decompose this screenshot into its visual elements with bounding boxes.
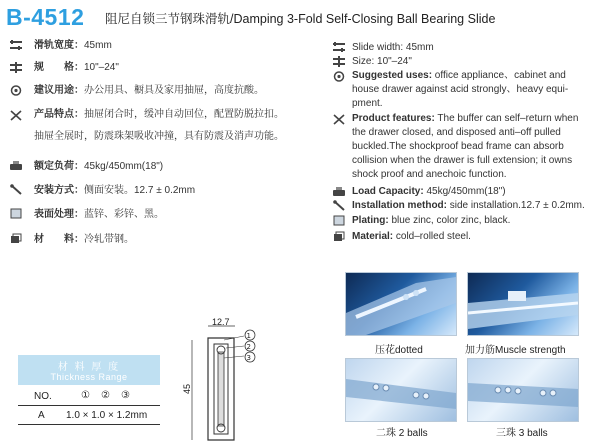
dim-top-label: 12.7 <box>212 318 230 327</box>
en-size-row: Size: 10"–24" <box>352 56 412 67</box>
cn-install-value: 侧面安装。12.7 ± 0.2mm <box>84 185 196 196</box>
cn-install-row <box>34 184 195 197</box>
en-plating-label: Plating: <box>352 215 389 226</box>
caption-three-balls: 三珠 3 balls <box>496 428 548 439</box>
plating-icon <box>10 208 22 219</box>
cn-material-label: 材 料： <box>34 234 84 245</box>
uses-icon <box>10 85 22 96</box>
en-install-value: side installation.12.7 ± 0.2mm. <box>447 200 585 211</box>
cn-load-row <box>34 160 163 173</box>
en-features-block <box>352 112 597 182</box>
en-plating-value: blue zinc, color zinc, black. <box>388 215 511 226</box>
size-icon <box>10 62 22 73</box>
cn-plating-label: 表面处理： <box>34 209 84 220</box>
en-uses-line2: house drawer against acid strongly、heavy equi- <box>352 84 569 95</box>
cn-material-row <box>34 233 134 246</box>
thickness-col-no: NO. <box>34 391 52 402</box>
thickness-divider <box>18 405 160 406</box>
screwdriver-icon <box>333 200 345 211</box>
load-icon <box>333 186 345 197</box>
en-install-label: Installation method: <box>352 200 447 211</box>
en-features-line3: buckled.The shockproof bead frame can absorb <box>352 141 564 152</box>
cn-width-row <box>34 39 112 52</box>
dim-side-label: 45 <box>182 383 192 394</box>
caption-muscle: 加力筋Muscle strength <box>465 345 566 356</box>
en-uses-line1: office appliance、cabinet and <box>432 70 566 81</box>
svg-text:1: 1 <box>246 332 251 340</box>
en-features-line1: The buffer can self–return when <box>434 113 579 124</box>
thickness-col-1: ① <box>81 390 90 401</box>
en-load-label: Load Capacity: <box>352 186 424 197</box>
en-uses-line3: pment. <box>352 98 383 109</box>
en-load-row <box>352 185 506 198</box>
tools-icon <box>10 110 22 121</box>
cn-uses-label: 建议用途： <box>34 85 84 96</box>
cn-material-value: 冷轧带钢。 <box>84 234 134 245</box>
screwdriver-icon <box>10 184 22 195</box>
cn-uses-row <box>34 84 264 97</box>
caption-dotted: 压花dotted <box>375 345 423 356</box>
en-material-row <box>352 230 471 243</box>
photo-muscle-strength <box>467 272 579 336</box>
en-plating-row <box>352 214 510 227</box>
cn-install-label: 安装方式： <box>34 185 84 196</box>
thickness-subtitle: Thickness Range <box>50 372 128 382</box>
cross-section-diagram <box>180 318 270 446</box>
product-title: 阻尼自锁三节钢珠滑轨/Damping 3-Fold Self-Closing Ball Bearing Slide <box>105 12 496 26</box>
photo-two-balls <box>345 358 457 422</box>
cn-width-label: 滑轨宽度： <box>34 40 84 51</box>
cn-uses-value: 办公用具、橱具及家用抽屉，高度抗酸。 <box>84 85 264 96</box>
caption-two-balls: 二珠 2 balls <box>376 428 428 439</box>
thickness-row-label: A <box>38 410 45 421</box>
photo-dotted <box>345 272 457 336</box>
cn-features-line2: 抽屉全展时，防震珠架吸收冲撞，具有防震及消声功能。 <box>34 131 284 142</box>
en-material-label: Material: <box>352 231 394 242</box>
cn-load-value: 45kg/450mm(18") <box>84 161 164 172</box>
tools-icon <box>333 114 345 125</box>
cn-plating-row <box>34 208 164 221</box>
material-icon <box>10 233 22 244</box>
cn-load-label: 额定负荷： <box>34 161 84 172</box>
cn-features-line1: 抽屉闭合时，缓冲自动回位，配置防脱拉扣。 <box>84 109 284 120</box>
en-material-value: cold–rolled steel. <box>393 231 471 242</box>
size-icon <box>333 56 345 67</box>
cn-width-value: 45mm <box>84 40 112 51</box>
inner-rail <box>218 352 224 426</box>
photo-three-balls <box>467 358 579 422</box>
en-features-label: Product features: <box>352 113 435 124</box>
thickness-col-3: ③ <box>121 390 130 401</box>
width-icon <box>10 40 22 51</box>
en-install-row <box>352 199 585 212</box>
thickness-row-value: 1.0 × 1.0 × 1.2mm <box>66 410 148 421</box>
material-icon <box>333 231 345 242</box>
thickness-col-2: ② <box>101 390 110 401</box>
en-features-line2: the drawer closed, and disposed anti–off pulled <box>352 127 561 138</box>
uses-icon <box>333 71 345 82</box>
svg-text:3: 3 <box>246 354 251 362</box>
cn-features-label: 产品特点： <box>34 109 84 120</box>
width-icon <box>333 42 345 53</box>
cn-size-label: 规 格： <box>34 62 84 73</box>
en-features-line5: shock proof and anechoic function. <box>352 169 507 180</box>
en-features-line4: collision when the drawer is full extension; it owns <box>352 155 573 166</box>
cn-size-value: 10"–24" <box>84 62 119 73</box>
thickness-divider <box>18 424 160 425</box>
svg-text:2: 2 <box>246 343 251 351</box>
model-number: B-4512 <box>6 4 85 30</box>
cn-features-block <box>34 108 324 144</box>
en-load-value: 45kg/450mm(18") <box>423 186 506 197</box>
cn-plating-value: 蓝锌、彩锌、黑。 <box>84 209 164 220</box>
en-width-row: Slide width: 45mm <box>352 42 434 53</box>
cn-size-row <box>34 61 119 74</box>
en-uses-label: Suggested uses: <box>352 70 433 81</box>
en-uses-block <box>352 69 597 111</box>
thickness-title: 材 料 厚 度 <box>57 362 121 373</box>
load-icon <box>10 160 22 171</box>
plating-icon <box>333 215 345 226</box>
